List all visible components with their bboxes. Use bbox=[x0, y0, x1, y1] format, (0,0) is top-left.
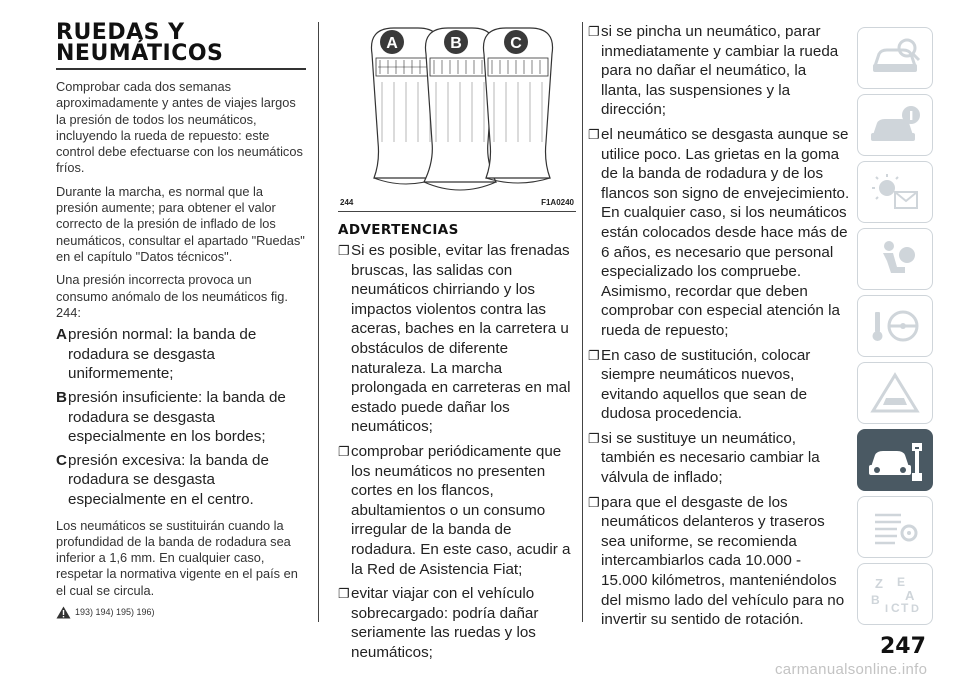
tire-wear-figure bbox=[338, 22, 576, 212]
svg-text:A: A bbox=[905, 588, 915, 603]
bullet-text: comprobar periódicamente que los neumáticos no presenten cortes en los flancos, abultamientos o un consumo irregular de la banda de rodadura. En este caso, acudir a la Red de Asistencia Fiat; bbox=[351, 442, 571, 578]
document-gear-icon bbox=[867, 505, 923, 549]
paragraph-incorrect-pressure: Una presión incorrecta provoca un consumo anómalo de los neumáticos fig. 244: bbox=[56, 272, 288, 320]
bullet-text: si se sustituye un neumático, también es necesario cambiar la válvula de inflado; bbox=[601, 429, 820, 487]
checkbox-symbol: ❐ bbox=[588, 347, 600, 363]
svg-text:T: T bbox=[901, 601, 909, 615]
airbag-passenger-icon bbox=[867, 237, 923, 281]
item-letter: B bbox=[56, 388, 67, 406]
tab-safety[interactable] bbox=[857, 228, 933, 290]
bullet-text: Si es posible, evitar las frenadas bruscas, las salidas con neumáticos chirriando y los impactos violentos contra las aceras, baches en la carretera u obstáculos de diferente naturaleza. La marcha prolongada en carreteras en mal estado puede dañar los neumáticos; bbox=[351, 242, 571, 436]
label-b-marker bbox=[444, 30, 468, 54]
key-steering-wheel-icon bbox=[867, 304, 923, 348]
svg-text:Z: Z bbox=[875, 576, 883, 591]
lettered-item-b bbox=[56, 388, 306, 447]
alphabetical-index-icon bbox=[867, 572, 923, 616]
bullet-text: En caso de sustitución, colocar siempre neumáticos nuevos, evitando aquellos que sean de dudosa procedencia. bbox=[601, 346, 811, 423]
item-letter: A bbox=[56, 326, 67, 344]
tab-technical-data[interactable] bbox=[857, 496, 933, 558]
figure-code: F1A0240 bbox=[541, 198, 574, 207]
column-3 bbox=[588, 22, 850, 635]
warning-bullet-5 bbox=[588, 125, 850, 341]
lettered-item-a bbox=[56, 325, 306, 384]
section-title: RUEDAS Y NEUMÁTICOS bbox=[56, 22, 306, 70]
car-magnifier-icon bbox=[867, 36, 923, 80]
bullet-text: si se pincha un neumático, parar inmediatamente y cambiar la rueda para no dañar el neumático, la llanta, las suspensiones y la dirección; bbox=[601, 23, 839, 119]
tab-maintenance[interactable] bbox=[857, 429, 933, 491]
lettered-item-c bbox=[56, 451, 306, 510]
warning-bullet-2 bbox=[338, 442, 576, 579]
warning-bullet-4 bbox=[588, 22, 850, 120]
warning-light-envelope-icon bbox=[867, 170, 923, 214]
item-text: presión excesiva: la banda de rodadura se desgasta especialmente en el centro. bbox=[68, 451, 269, 508]
svg-text:I: I bbox=[885, 603, 889, 615]
paragraph-check-pressure: Comprobar cada dos semanas aproximadamente y antes de viajes largos la presión de todos los neumáticos, incluyendo la rueda de repuesto: este control debe efectuarse con los neumáticos fríos. bbox=[56, 79, 303, 176]
tab-emergency[interactable] bbox=[857, 362, 933, 424]
label-c: C bbox=[510, 35, 522, 52]
svg-text:C: C bbox=[891, 601, 900, 615]
car-wrench-icon bbox=[865, 437, 925, 483]
reference-numbers: 193) 194) 195) 196) bbox=[75, 607, 155, 618]
paragraph-tread-depth: Los neumáticos se sustituirán cuando la profundidad de la banda de rodadura sea inferior a 1,6 mm. En cualquier caso, respetar la normativa vigente en el país en el cual se circula. bbox=[56, 517, 298, 598]
warning-bullet-7 bbox=[588, 429, 850, 488]
svg-text:B: B bbox=[871, 593, 880, 607]
warning-bullet-6 bbox=[588, 346, 850, 424]
emergency-triangle-car-icon bbox=[867, 371, 923, 415]
item-text: presión insuficiente: la banda de rodadura se desgasta especialmente en los bordes; bbox=[68, 388, 286, 446]
checkbox-symbol: ❐ bbox=[588, 430, 600, 446]
label-c-marker bbox=[504, 30, 528, 54]
tab-index[interactable] bbox=[857, 563, 933, 625]
column-divider-2 bbox=[582, 22, 583, 622]
bullet-text: para que el desgaste de los neumáticos delanteros y traseros sea uniforme, se recomienda intercambiarlos cada 10.000 - 15.000 kilómetros, manteniéndolos del mismo lado del vehículo para no invertir su sentido de rotación. bbox=[601, 493, 845, 629]
page-number: 247 bbox=[880, 634, 926, 659]
warning-bullet-1 bbox=[338, 241, 576, 437]
item-text: presión normal: la banda de rodadura se desgasta uniformemente; bbox=[68, 326, 257, 383]
column-divider-1 bbox=[318, 22, 319, 622]
tab-car-info[interactable] bbox=[857, 94, 933, 156]
car-info-icon bbox=[867, 103, 923, 147]
column-2 bbox=[338, 22, 576, 667]
svg-text:D: D bbox=[911, 603, 919, 615]
paragraph-pressure-rises: Durante la marcha, es normal que la presión aumente; para obtener el valor correcto de la presión de inflado de los neumáticos, consultar el apartado "Ruedas" en el capítulo "Datos técnicos". bbox=[56, 183, 305, 264]
column-1 bbox=[56, 22, 306, 619]
warning-triangle-icon bbox=[56, 606, 71, 619]
watermark: carmanualsonline.info bbox=[775, 661, 928, 678]
checkbox-symbol: ❐ bbox=[338, 586, 350, 602]
label-a: A bbox=[386, 35, 398, 52]
tab-start-driving[interactable] bbox=[857, 295, 933, 357]
checkbox-symbol: ❐ bbox=[588, 494, 600, 510]
checkbox-symbol: ❐ bbox=[588, 126, 600, 142]
bullet-text: evitar viajar con el vehículo sobrecargado: podría dañar seriamente las ruedas y los neumáticos; bbox=[351, 585, 539, 661]
tab-car-knowledge[interactable] bbox=[857, 27, 933, 89]
checkbox-symbol: ❐ bbox=[588, 24, 600, 39]
item-letter: C bbox=[56, 451, 67, 469]
checkbox-symbol: ❐ bbox=[338, 243, 350, 258]
chapter-nav-sidebar bbox=[857, 27, 937, 630]
label-b: B bbox=[450, 35, 462, 52]
label-a-marker bbox=[380, 30, 404, 54]
bullet-text: el neumático se desgasta aunque se utilice poco. Las grietas en la goma de la banda de rodadura y de los flancos son signo de envejecimiento. En cualquier caso, si los neumáticos están colocados desde hace más de 6 años, es necesario que personal especializado los compruebe. Asimismo, recordar que deben comprobar con especial atención la rueda de repuesto; bbox=[601, 125, 850, 339]
svg-text:E: E bbox=[897, 575, 906, 589]
warning-bullet-8 bbox=[588, 493, 850, 630]
warnings-heading: ADVERTENCIAS bbox=[338, 222, 459, 238]
tab-warning-lights[interactable] bbox=[857, 161, 933, 223]
figure-number: 244 bbox=[340, 198, 354, 207]
checkbox-symbol: ❐ bbox=[338, 443, 350, 459]
tire-wear-illustration bbox=[338, 22, 576, 202]
warning-references bbox=[56, 606, 306, 619]
warning-bullet-3 bbox=[338, 584, 576, 662]
